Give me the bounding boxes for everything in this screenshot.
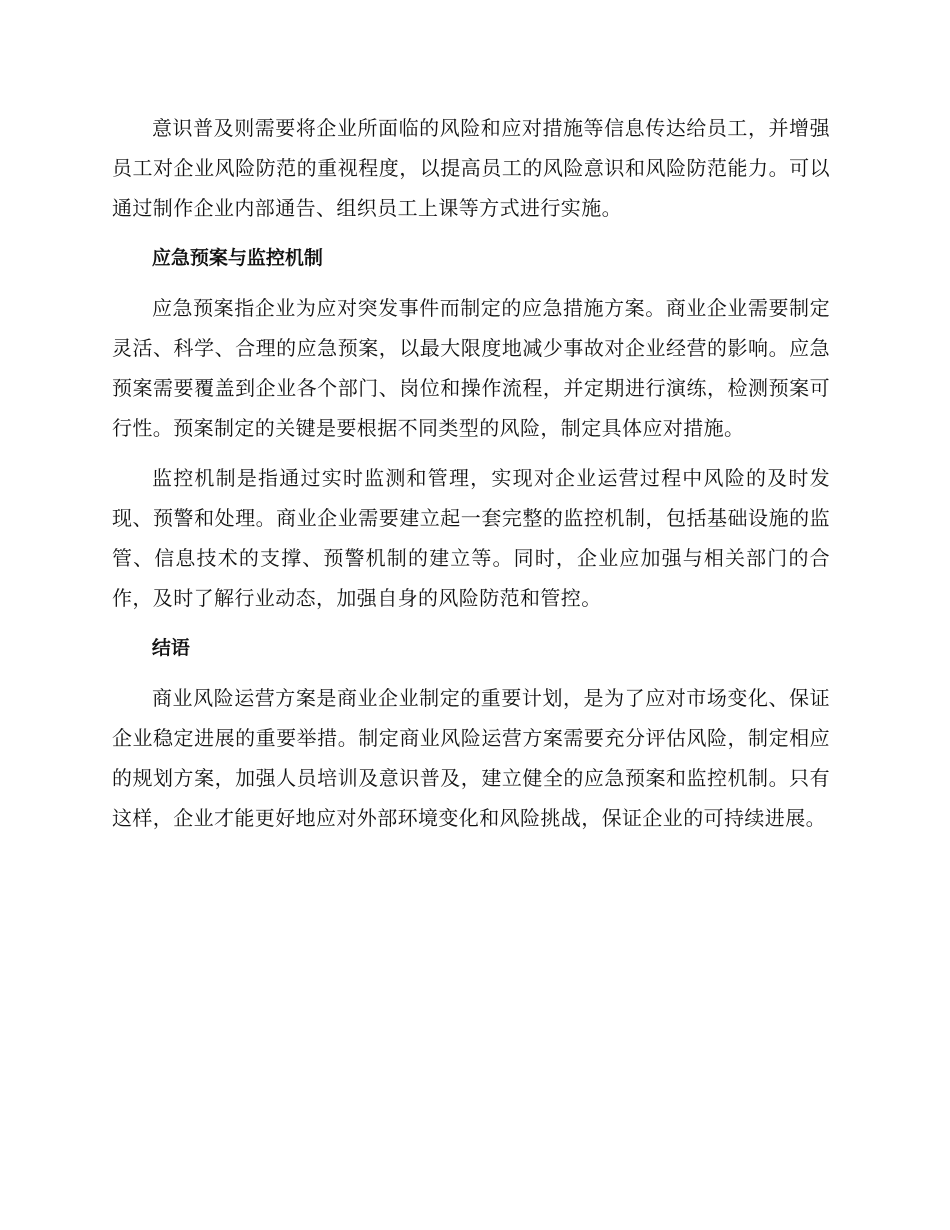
paragraph-monitoring: 监控机制是指通过实时监测和管理，实现对企业运营过程中风险的及时发现、预警和处理。商业企业需要建立起一套完整的监控机制，包括基础设施的监管、信息技术的支撑、预警机制的建立等。同时，企业应加强与相关部门的合作，及时了解行业动态，加强自身的风险防范和管控。 (112, 466, 830, 610)
paragraph-conclusion: 商业风险运营方案是商业企业制定的重要计划，是为了应对市场变化、保证企业稳定进展的重要举措。制定商业风险运营方案需要充分评估风险，制定相应的规划方案，加强人员培训及意识普及，建立健全的应急预案和监控机制。只有这样，企业才能更好地应对外部环境变化和风险挑战，保证企业的可持续进展。 (112, 686, 830, 830)
paragraph-awareness: 意识普及则需要将企业所面临的风险和应对措施等信息传达给员工，并增强员工对企业风险防范的重视程度，以提高员工的风险意识和风险防范能力。可以通过制作企业内部通告、组织员工上课等方式进行实施。 (112, 116, 830, 220)
document-page (112, 108, 830, 848)
section-heading-emergency-plan: 应急预案与监控机制 (151, 247, 323, 269)
section-heading-conclusion: 结语 (151, 637, 190, 659)
paragraph-emergency-plan: 应急预案指企业为应对突发事件而制定的应急措施方案。商业企业需要制定灵活、科学、合理的应急预案，以最大限度地减少事故对企业经营的影响。应急预案需要覆盖到企业各个部门、岗位和操作流程，并定期进行演练，检测预案可行性。预案制定的关键是要根据不同类型的风险，制定具体应对措施。 (112, 296, 830, 440)
